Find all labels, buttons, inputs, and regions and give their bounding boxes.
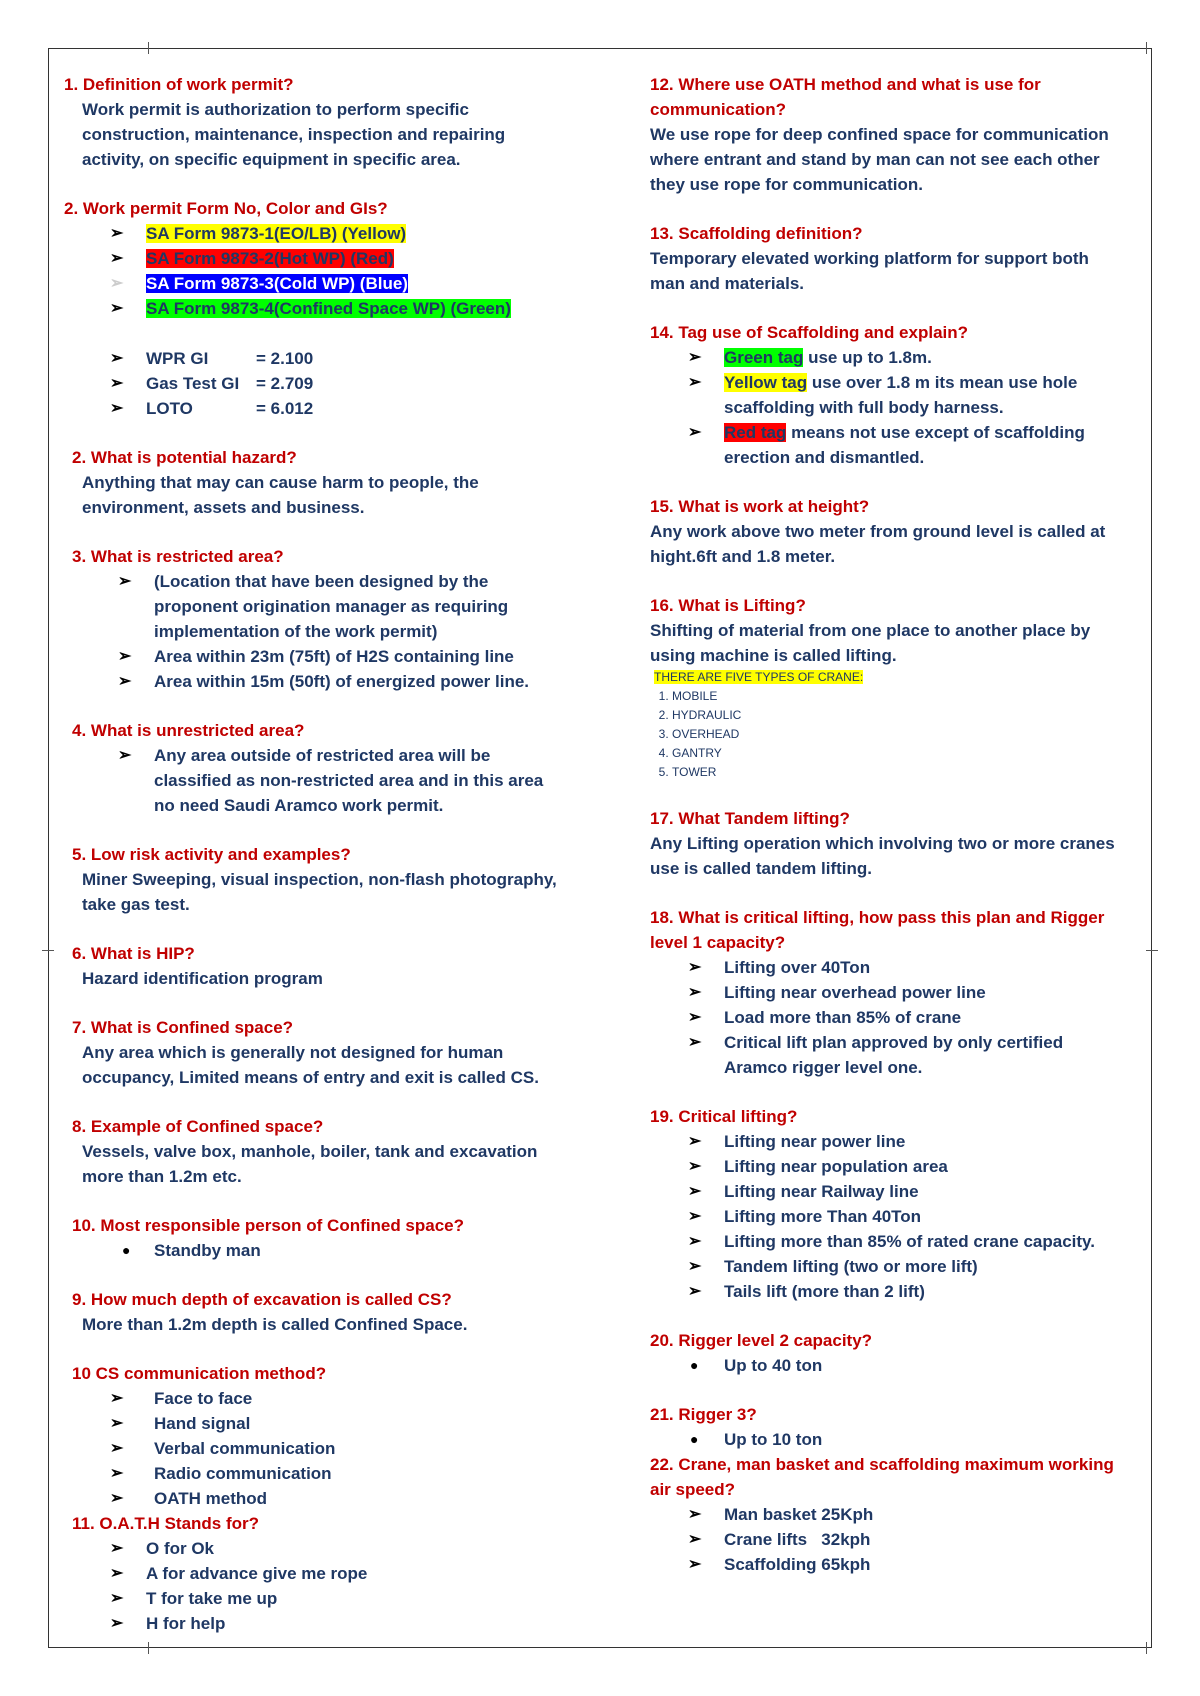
list-item: 1. MOBILE [672,687,1130,706]
question-title-continued: air speed? [650,1480,736,1499]
arrow-bullet-icon: ➢ [688,424,702,441]
list-item: ➢ Lifting more Than 40Ton [650,1204,1130,1229]
critical-list [650,1129,1130,1304]
question-title: 2. What is potential hazard? [72,448,297,467]
question-7 [64,1015,584,1090]
question-12 [650,72,1130,197]
list-item: ➢ Crane lifts 32kph [650,1527,1130,1552]
left-column [64,72,584,1636]
question-title: 11. O.A.T.H Stands for? [72,1514,260,1533]
list-item: ➢ SA Form 9873-4(Confined Space WP) (Green) [64,296,584,321]
crop-mark [1146,950,1158,951]
list-item: ➢ Lifting more than 85% of rated crane capacity. [650,1229,1130,1254]
tag-list [650,345,1130,470]
crop-mark [42,950,54,951]
list-item: ➢ WPR GI = 2.100 [64,346,584,371]
question-title: 4. What is unrestricted area? [72,721,305,740]
crop-mark [148,1642,149,1654]
arrow-bullet-icon: ➢ [110,350,124,367]
arrow-bullet-icon: ➢ [688,1009,702,1026]
arrow-bullet-icon: ➢ [110,1390,124,1407]
critical-lifting-list [650,955,1130,1080]
question-title: 18. What is critical lifting, how pass this plan and Rigger [650,908,1105,927]
list-item: 2. HYDRAULIC [672,706,1130,725]
question-title: 8. Example of Confined space? [72,1117,324,1136]
list-item: ➢ OATH method [64,1486,584,1511]
question-2 [64,196,584,421]
answer-line: Anything that may can cause harm to people, the [82,473,479,492]
question-11 [64,1511,584,1636]
arrow-bullet-icon: ➢ [688,1133,702,1150]
question-22 [650,1452,1130,1577]
arrow-bullet-icon: ➢ [110,1540,124,1557]
list-item: ➢ O for Ok [64,1536,584,1561]
question-title: 17. What Tandem lifting? [650,809,850,828]
answer-line: construction, maintenance, inspection and repairing [82,125,506,144]
question-6 [64,941,584,991]
answer-line: take gas test. [82,895,190,914]
list-item: ➢ Tandem lifting (two or more lift) [650,1254,1130,1279]
question-title: 7. What is Confined space? [72,1018,294,1037]
list-item: ➢ Verbal communication [64,1436,584,1461]
answer-line: activity, on specific equipment in specific area. [82,150,461,169]
question-title: 10. Most responsible person of Confined space? [72,1216,465,1235]
right-column [650,72,1130,1577]
list-item-continued: no need Saudi Aramco work permit. [154,796,444,815]
answer-line: using machine is called lifting. [650,646,897,665]
form-list [64,221,584,321]
answer-line: Hazard identification program [82,969,323,988]
question-5 [64,842,584,917]
answer-line: occupancy, Limited means of entry and exit is called CS. [82,1068,539,1087]
answer-line: more than 1.2m etc. [82,1167,242,1186]
arrow-bullet-icon: ➢ [118,673,132,690]
list-item: ➢ SA Form 9873-2(Hot WP) (Red) [64,246,584,271]
arrow-bullet-icon: ➢ [110,1490,124,1507]
question-title-continued: communication? [650,100,787,119]
question-title: 13. Scaffolding definition? [650,224,863,243]
question-title: 22. Crane, man basket and scaffolding maximum working [650,1455,1114,1474]
question-21 [650,1402,1130,1452]
answer-line: Any area which is generally not designed for human [82,1043,504,1062]
answer-line: More than 1.2m depth is called Confined Space. [82,1315,468,1334]
list-item: ➢ SA Form 9873-1(EO/LB) (Yellow) [64,221,584,246]
crane-types-title: THERE ARE FIVE TYPES OF CRANE: [654,670,864,684]
answer-line: Vessels, valve box, manhole, boiler, tank and excavation [82,1142,538,1161]
list-item-continued: scaffolding with full body harness. [724,398,1004,417]
list-item: ➢ Lifting near Railway line [650,1179,1130,1204]
list-item: ➢ Lifting near overhead power line [650,980,1130,1005]
restricted-list [64,569,584,694]
list-item-continued: implementation of the work permit) [154,622,438,641]
question-1 [64,72,584,172]
arrow-bullet-icon: ➢ [688,1158,702,1175]
crop-mark [1146,42,1147,54]
list-item: ➢ Load more than 85% of crane [650,1005,1130,1030]
arrow-bullet-icon: ➢ [688,374,702,391]
arrow-bullet-icon: ➢ [110,400,124,417]
list-item-continued: proponent origination manager as requiring [154,597,509,616]
answer-line: Work permit is authorization to perform specific [82,100,469,119]
list-item-continued: erection and dismantled. [724,448,925,467]
arrow-bullet-icon: ➢ [110,375,124,392]
arrow-bullet-icon: ➢ [688,959,702,976]
rigger3-list [650,1427,1130,1452]
wind-speed-list [650,1502,1130,1577]
arrow-bullet-icon: ➢ [688,1258,702,1275]
arrow-bullet-icon: ➢ [110,300,124,317]
list-item: 4. GANTRY [672,744,1130,763]
question-2b [64,445,584,520]
list-item: ● Standby man [64,1238,584,1263]
arrow-bullet-icon: ➢ [110,1590,124,1607]
answer-line: they use rope for communication. [650,175,923,194]
question-title: 6. What is HIP? [72,944,195,963]
arrow-bullet-icon: ➢ [110,1440,124,1457]
list-item: ➢ Green tag use up to 1.8m. [650,345,1130,370]
list-item: ➢ Scaffolding 65kph [650,1552,1130,1577]
list-item: 3. OVERHEAD [672,725,1130,744]
question-8 [64,1114,584,1189]
arrow-bullet-icon: ➢ [110,1565,124,1582]
list-item: ● Up to 10 ton [650,1427,1130,1452]
answer-line: Temporary elevated working platform for support both [650,249,1089,268]
question-title: 16. What is Lifting? [650,596,806,615]
question-4 [64,718,584,818]
arrow-bullet-icon: ➢ [688,1233,702,1250]
crop-mark [1146,1642,1147,1654]
question-title: 9. How much depth of excavation is called CS? [72,1290,452,1309]
list-item: ➢ Tails lift (more than 2 lift) [650,1279,1130,1304]
answer-line: Shifting of material from one place to another place by [650,621,1091,640]
question-17 [650,806,1130,881]
answer-line: man and materials. [650,274,805,293]
arrow-bullet-icon: ➢ [688,1283,702,1300]
list-item: ➢ Face to face [64,1386,584,1411]
arrow-bullet-icon: ➢ [110,1465,124,1482]
question-title: 10 CS communication method? [72,1364,327,1383]
list-item: ➢ T for take me up [64,1586,584,1611]
answer-line: use is called tandem lifting. [650,859,872,878]
question-9 [64,1287,584,1337]
arrow-bullet-icon: ➢ [110,250,124,267]
question-title: 14. Tag use of Scaffolding and explain? [650,323,969,342]
unrestricted-list [64,743,584,818]
list-item: 5. TOWER [672,763,1130,782]
communication-list [64,1386,584,1511]
list-item-continued: classified as non-restricted area and in this area [154,771,544,790]
list-item: ➢ Yellow tag use over 1.8 m its mean use hole [650,370,1130,395]
question-18 [650,905,1130,1080]
question-3 [64,544,584,694]
question-title-continued: level 1 capacity? [650,933,786,952]
answer-line: environment, assets and business. [82,498,365,517]
arrow-bullet-icon: ➢ [118,747,132,764]
list-item: ➢ Any area outside of restricted area will be [64,743,584,768]
crane-types [650,668,1130,782]
answer-line: Any work above two meter from ground level is called at [650,522,1106,541]
arrow-bullet-icon: ➢ [688,1531,702,1548]
crop-mark [148,42,149,54]
arrow-bullet-icon: ➢ [110,1615,124,1632]
arrow-bullet-icon: ➢ [688,1506,702,1523]
list-item: ➢ Red tag means not use except of scaffolding [650,420,1130,445]
question-14 [650,320,1130,470]
question-title: 12. Where use OATH method and what is use for [650,75,1041,94]
question-20 [650,1328,1130,1378]
answer-line: Any Lifting operation which involving two or more cranes [650,834,1115,853]
crane-list [650,687,1130,782]
list-item: ➢ Gas Test GI = 2.709 [64,371,584,396]
list-item: ➢ Radio communication [64,1461,584,1486]
list-item: ➢ Area within 15m (50ft) of energized power line. [64,669,584,694]
list-item: ➢ Area within 23m (75ft) of H2S containing line [64,644,584,669]
list-item: ➢ H for help [64,1611,584,1636]
list-item-continued: Aramco rigger level one. [724,1058,923,1077]
list-item: ➢ SA Form 9873-3(Cold WP) (Blue) [64,271,584,296]
answer-line: Miner Sweeping, visual inspection, non-flash photography, [82,870,557,889]
question-title: 1. Definition of work permit? [64,75,294,94]
gi-list [64,346,584,421]
dot-bullet-icon: ● [122,1242,131,1258]
answer-line: hight.6ft and 1.8 meter. [650,547,836,566]
list-item: ➢ Lifting near power line [650,1129,1130,1154]
arrow-bullet-icon: ➢ [688,1556,702,1573]
list-item: ➢ A for advance give me rope [64,1561,584,1586]
arrow-bullet-icon: ➢ [688,1208,702,1225]
arrow-bullet-icon: ➢ [118,648,132,665]
arrow-bullet-icon: ➢ [110,225,124,242]
green-tag-label: Green tag [724,348,804,367]
arrow-bullet-icon: ➢ [688,984,702,1001]
question-title: 21. Rigger 3? [650,1405,757,1424]
list-item: ➢ Lifting near population area [650,1154,1130,1179]
answer-line: where entrant and stand by man can not see each other [650,150,1100,169]
responsible-list [64,1238,584,1263]
question-title: 15. What is work at height? [650,497,870,516]
question-title: 19. Critical lifting? [650,1107,798,1126]
list-item: ➢ Hand signal [64,1411,584,1436]
question-10-responsible [64,1213,584,1263]
answer-line: We use rope for deep confined space for communication [650,125,1109,144]
list-item: ➢ LOTO = 6.012 [64,396,584,421]
dot-bullet-icon: ● [690,1431,699,1447]
question-13 [650,221,1130,296]
arrow-bullet-icon: ➢ [118,573,132,590]
list-item: ● Up to 40 ton [650,1353,1130,1378]
question-19 [650,1104,1130,1304]
arrow-bullet-icon: ➢ [110,1415,124,1432]
arrow-bullet-icon: ➢ [688,349,702,366]
list-item: ➢ (Location that have been designed by the [64,569,584,594]
yellow-tag-label: Yellow tag [724,373,808,392]
oath-list [64,1536,584,1636]
list-item: ➢ Lifting over 40Ton [650,955,1130,980]
dot-bullet-icon: ● [690,1357,699,1373]
question-title: 5. Low risk activity and examples? [72,845,351,864]
question-title: 2. Work permit Form No, Color and GIs? [64,199,388,218]
question-title: 3. What is restricted area? [72,547,284,566]
question-15 [650,494,1130,569]
red-tag-label: Red tag [724,423,787,442]
question-title: 20. Rigger level 2 capacity? [650,1331,873,1350]
list-item: ➢ Man basket 25Kph [650,1502,1130,1527]
arrow-bullet-icon: ➢ [110,275,124,292]
rigger2-list [650,1353,1130,1378]
list-item: ➢ Critical lift plan approved by only certified [650,1030,1130,1055]
arrow-bullet-icon: ➢ [688,1034,702,1051]
arrow-bullet-icon: ➢ [688,1183,702,1200]
question-16 [650,593,1130,782]
question-10-communication [64,1361,584,1511]
